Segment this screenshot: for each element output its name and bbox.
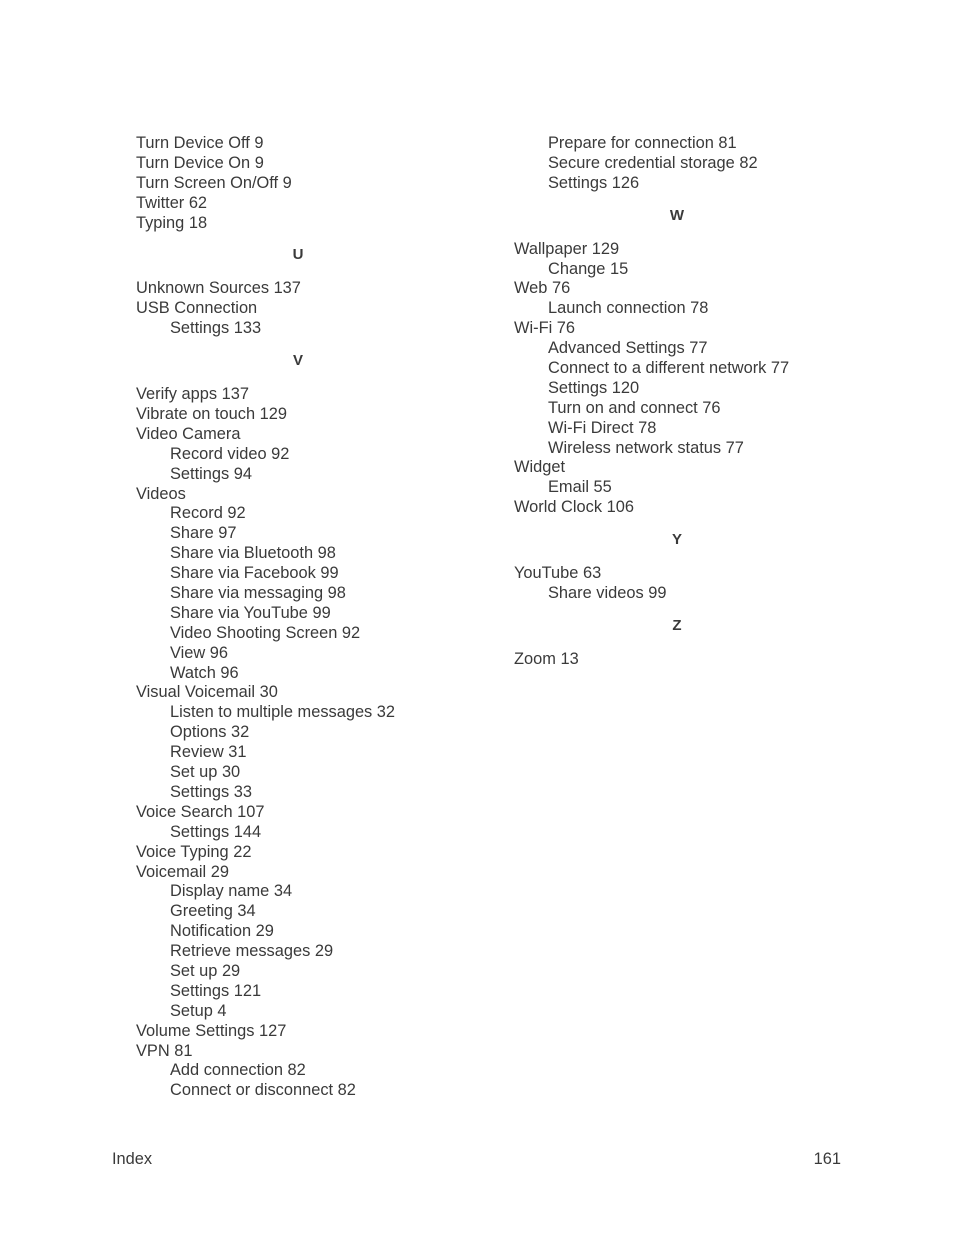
index-entry: Volume Settings 127 [136,1021,287,1040]
index-subentry: Record 92 [170,504,246,523]
index-subentry: Notification 29 [170,922,274,941]
index-subentry: Share via YouTube 99 [170,603,331,622]
index-entry: YouTube 63 [514,564,602,583]
index-subentry: Display name 34 [170,882,293,901]
index-entry: Twitter 62 [136,193,208,212]
index-subentry: Advanced Settings 77 [548,339,708,358]
index-subentry: Retrieve messages 29 [170,942,334,961]
index-subentry: Wi-Fi Direct 78 [548,418,657,437]
index-subentry: Setup 4 [170,1001,227,1020]
index-subentry: Options 32 [170,723,250,742]
index-entry: Voicemail 29 [136,862,229,881]
index-column-left [136,134,496,1101]
index-subentry: Wireless network status 77 [548,438,744,457]
index-subentry: Settings 121 [170,981,262,1000]
index-entry: Wi-Fi 76 [514,319,576,338]
index-subentry: Record video 92 [170,444,290,463]
index-subentry: Share videos 99 [548,584,667,603]
index-subentry: Settings 144 [170,822,262,841]
index-entry: Visual Voicemail 30 [136,683,278,702]
index-entry: Web 76 [514,279,571,298]
index-subentry: Set up 30 [170,763,241,782]
index-subentry: Video Shooting Screen 92 [170,623,361,642]
index-entry: Turn Screen On/Off 9 [136,173,292,192]
index-letter-heading: W [669,206,685,224]
index-subentry: Secure credential storage 82 [548,153,758,172]
index-subentry: Settings 133 [170,319,262,338]
index-entry: Videos [136,484,186,503]
index-subentry: Share via messaging 98 [170,584,346,603]
index-entry: Video Camera [136,424,241,443]
index-subentry: Watch 96 [170,663,239,682]
index-entry: Turn Device Off 9 [136,134,264,152]
index-subentry: View 96 [170,643,229,662]
index-subentry: Listen to multiple messages 32 [170,703,396,722]
index-subentry: Set up 29 [170,961,241,980]
footer-section-title: Index [112,1150,153,1168]
index-subentry: Settings 33 [170,782,253,801]
index-subentry: Connect or disconnect 82 [170,1081,356,1100]
index-entry: Typing 18 [136,213,208,232]
index-entry: Vibrate on touch 129 [136,405,287,424]
index-entry: USB Connection [136,299,258,318]
index-entry: Verify apps 137 [136,385,249,404]
index-entry: Turn Device On 9 [136,153,264,172]
index-subentry: Launch connection 78 [548,299,709,318]
index-entry: Zoom 13 [514,649,579,668]
index-subentry: Add connection 82 [170,1061,306,1080]
index-subentry: Email 55 [548,478,612,497]
index-entry: Unknown Sources 137 [136,279,301,298]
index-subentry: Share 97 [170,524,237,543]
index-subentry: Prepare for connection 81 [548,134,737,152]
index-letter-heading: Y [671,531,682,549]
index-subentry: Turn on and connect 76 [548,398,721,417]
index-subentry: Share via Facebook 99 [170,564,339,583]
index-letter-heading: Z [672,616,682,634]
index-letter-heading: U [292,246,304,264]
index-entry: Widget [514,458,566,477]
index-subentry: Settings 120 [548,378,640,397]
index-subentry: Review 31 [170,743,247,762]
index-subentry: Greeting 34 [170,902,256,921]
index-column-right [514,134,874,670]
index-subentry: Connect to a different network 77 [548,359,790,378]
index-entry: World Clock 106 [514,498,634,517]
index-subentry: Settings 94 [170,464,253,483]
index-letter-heading: V [292,352,303,370]
index-entry: Wallpaper 129 [514,239,620,258]
index-subentry: Share via Bluetooth 98 [170,544,336,563]
index-subentry: Change 15 [548,259,629,278]
index-entry: Voice Search 107 [136,802,265,821]
index-entry: Voice Typing 22 [136,842,252,861]
footer-page-number: 161 [813,1150,841,1168]
index-subentry: Settings 126 [548,173,640,192]
index-entry: VPN 81 [136,1041,193,1060]
